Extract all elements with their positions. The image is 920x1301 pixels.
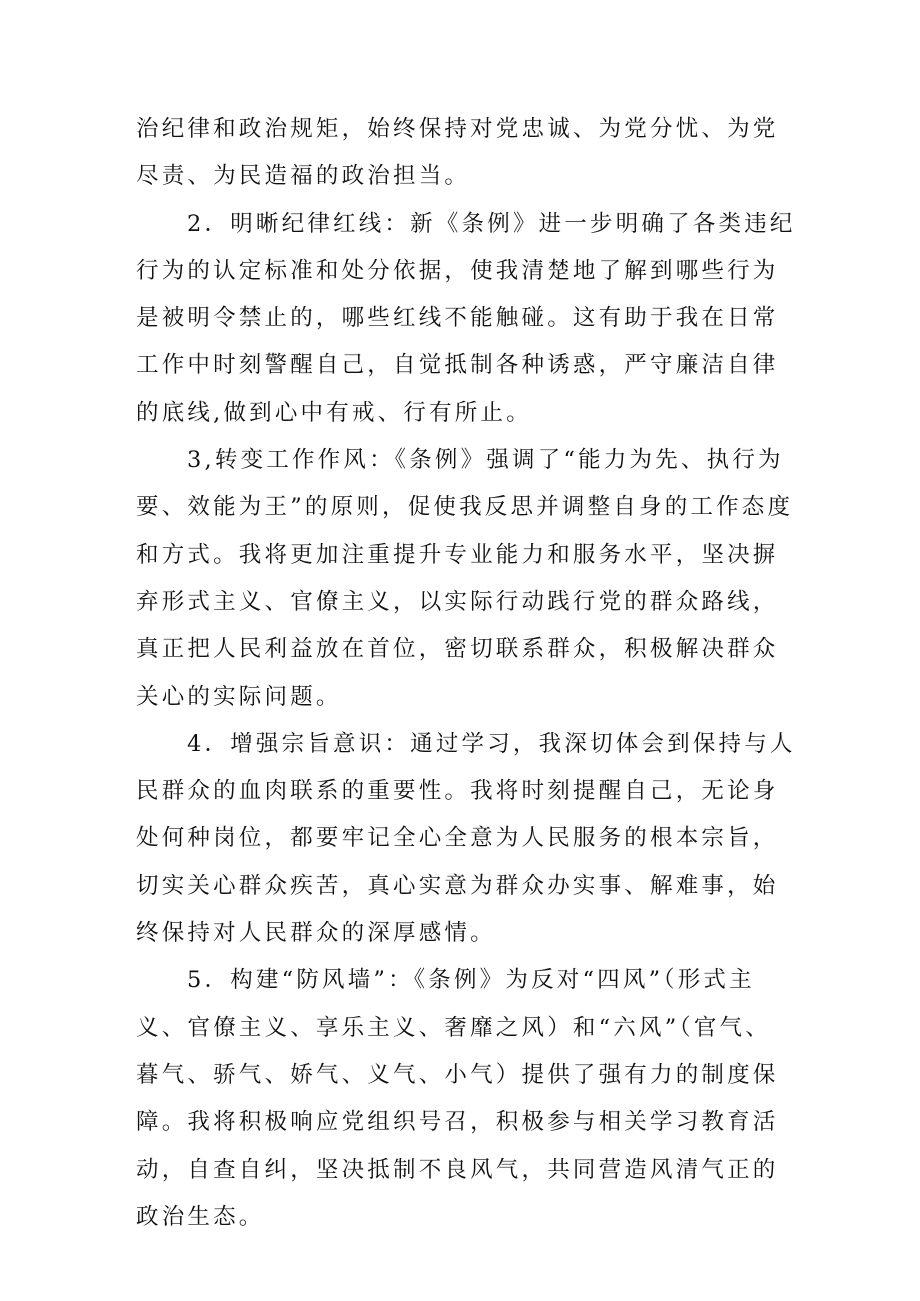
- paragraph-item-3: 3,转变工作作风：《条例》强调了“能力为先、执行为要、效能为王”的原则，促使我反思并调整自身的工作态度和方式。我将更加注重提升专业能力和服务水平，坚决摒弃形式主义、官僚主义，以实际行动践行党的群众路线，真正把人民利益放在首位，密切联系群众，积极解决群众关心的实际问题。: [136, 447, 794, 710]
- paragraph-item-4: 4．增强宗旨意识：通过学习，我深切体会到保持与人民群众的血肉联系的重要性。我将时刻提醒自己，无论身处何种岗位，都要牢记全心全意为人民服务的根本宗旨，切实关心群众疾苦，真心实意为群众办实事、解难事，始终保持对人民群众的深厚感情。: [136, 730, 796, 947]
- document-body: [136, 106, 796, 1241]
- paragraph-item-2: 2．明晰纪律红线：新《条例》进一步明确了各类违纪行为的认定标准和处分依据，使我清楚地了解到哪些行为是被明令禁止的，哪些红线不能触碰。这有助于我在日常工作中时刻警醒自己，自觉抵制各种诱惑，严守廉洁自律的底线,做到心中有戒、行有所止。: [136, 210, 796, 426]
- paragraph-item-5: 5．构建“防风墙”：《条例》为反对“四风”（形式主义、官僚主义、享乐主义、奢靡之风）和“六风”（官气、暮气、骄气、娇气、义气、小气）提供了强有力的制度保障。我将积极响应党组织号召，积极参与相关学习教育活动，自查自纠，坚决抵制不良风气，共同营造风清气正的政治生态。: [136, 967, 779, 1230]
- paragraph-continuation: 治纪律和政治规矩，始终保持对党忠诚、为党分忧、为党尽责、为民造福的政治担当。: [136, 116, 779, 190]
